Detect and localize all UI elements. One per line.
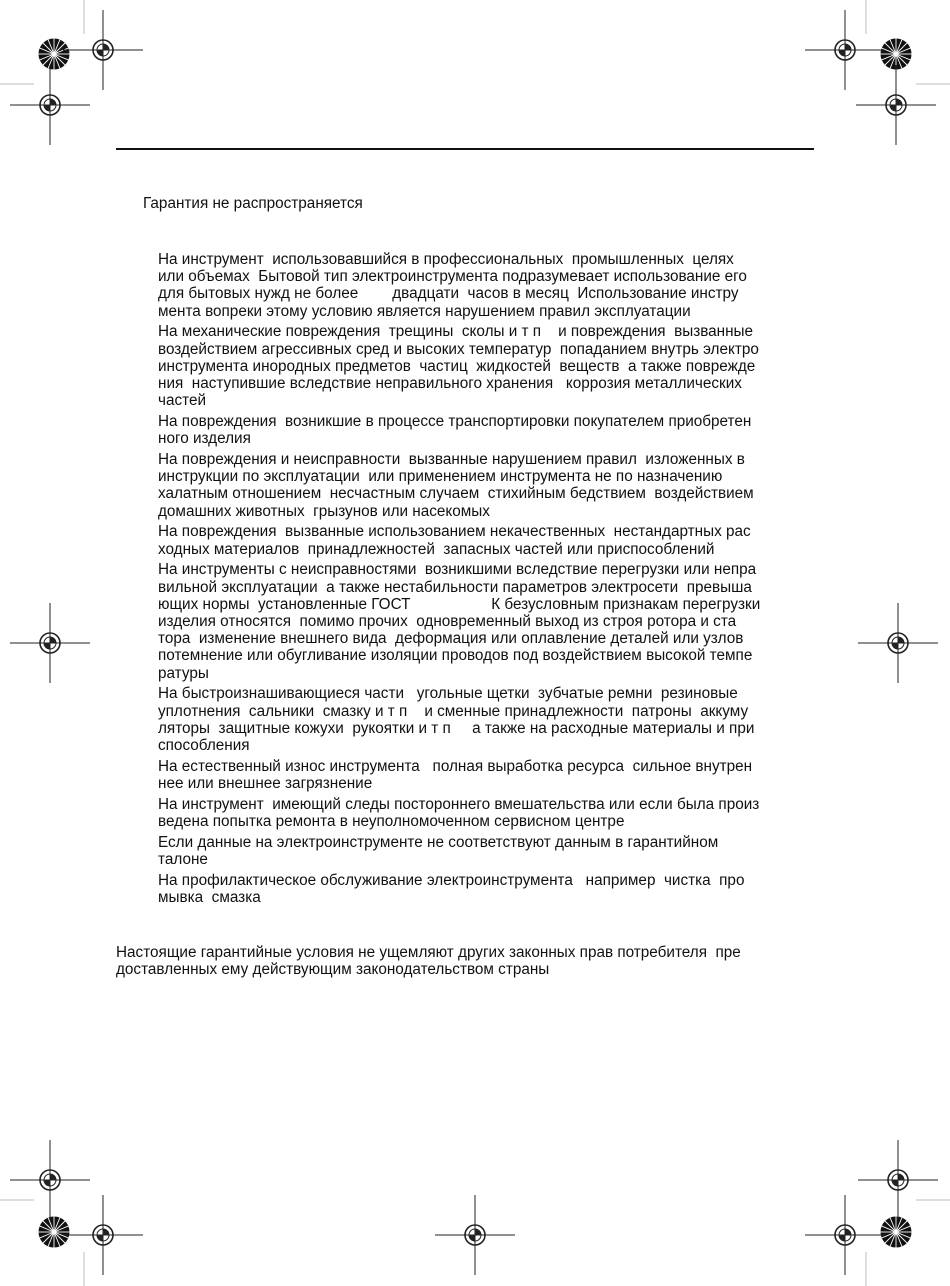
exclusion-item-line: инструмента инородных предметов частиц жидкостей веществ а также поврежде [158, 357, 756, 375]
footer-line: доставленных ему действующим законодательством страны [116, 961, 550, 979]
exclusion-item-line: ведена попытка ремонта в неуполномоченном сервисном центре [158, 813, 625, 831]
exclusion-item-line: На повреждения вызванные использованием некачественных нестандартных рас [158, 523, 751, 541]
exclusion-item-line: ния наступившие вследствие неправильного хранения коррозия металлических [158, 375, 742, 393]
exclusion-item-line: или объемах Бытовой тип электроинструмента подразумевает использование его [158, 268, 747, 286]
exclusion-item-line: ходных материалов принадлежностей запасных частей или приспособлений [158, 540, 715, 558]
exclusion-item-line: потемнение или обугливание изоляции проводов под воздействием высокой темпе [158, 647, 753, 665]
exclusions-list [158, 251, 816, 906]
header-rule [116, 148, 814, 150]
exclusion-item-line: На инструмент имеющий следы постороннего вмешательства или если была произ [158, 795, 760, 813]
exclusion-item-line: способления [158, 737, 250, 755]
exclusion-item [158, 685, 816, 754]
exclusion-item-line: мента вопреки этому условию является нарушением правил эксплуатации [158, 302, 691, 320]
exclusion-item-line: На механические повреждения трещины сколы и т п и повреждения вызванные [158, 323, 754, 341]
section-heading: Гарантия не распространяется [143, 195, 363, 213]
exclusion-item [158, 758, 816, 792]
exclusion-item [158, 523, 816, 557]
exclusion-item [158, 834, 816, 868]
exclusion-item [158, 451, 816, 520]
exclusion-item-line: халатным отношением несчастным случаем стихийным бедствием воздействием [158, 485, 754, 503]
exclusion-item-line: домашних животных грызунов или насекомых [158, 502, 490, 520]
exclusion-item-line: На инструмент использовавшийся в профессиональных промышленных целях [158, 251, 734, 269]
exclusion-item-line: На естественный износ инструмента полная выработка ресурса сильное внутрен [158, 757, 753, 775]
exclusion-item-line: ющих нормы установленные ГОСТ К безусловным признакам перегрузки [158, 595, 761, 613]
exclusion-item-line: ного изделия [158, 430, 251, 448]
exclusion-item-line: Если данные на электроинструменте не соответствуют данным в гарантийном [158, 833, 719, 851]
exclusion-item-line: вильной эксплуатации а также нестабильности параметров электросети превыша [158, 578, 752, 596]
warranty-exclusions-document [116, 161, 816, 996]
exclusion-item-line: На профилактическое обслуживание электроинструмента например чистка про [158, 871, 745, 889]
footer-line: Настоящие гарантийные условия не ущемляют других законных прав потребителя пре [116, 944, 741, 962]
exclusion-item-line: воздействием агрессивных сред и высоких температур попаданием внутрь электро [158, 340, 759, 358]
exclusion-item-line: нее или внешнее загрязнение [158, 775, 373, 793]
exclusion-item [158, 251, 816, 320]
exclusion-item-line: изделия относятся помимо прочих одновременный выход из строя ротора и ста [158, 613, 737, 631]
exclusion-item [158, 561, 816, 681]
exclusion-item-line: ратуры [158, 664, 209, 682]
exclusion-item-line: На инструменты с неисправностями возникшими вследствие перегрузки или непра [158, 561, 757, 579]
exclusion-item-line: для бытовых нужд не более двадцати часов в месяц Использование инстру [158, 285, 739, 303]
exclusion-item-line: ляторы защитные кожухи рукоятки и т п а также на расходные материалы и при [158, 719, 755, 737]
exclusion-item-line: На повреждения возникшие в процессе транспортировки покупателем приобретен [158, 413, 752, 431]
exclusion-item-line: частей [158, 392, 207, 410]
exclusion-item [158, 796, 816, 830]
exclusion-item-line: инструкции по эксплуатации или применением инструмента не по назначению [158, 468, 723, 486]
exclusion-item-line: На повреждения и неисправности вызванные нарушением правил изложенных в [158, 451, 745, 469]
exclusion-item-line: мывка смазка [158, 889, 261, 907]
exclusion-item-line: На быстроизнашивающиеся части угольные щетки зубчатые ремни резиновые [158, 685, 738, 703]
footer-paragraph [116, 944, 816, 978]
exclusion-item [158, 323, 816, 409]
exclusion-item-line: уплотнения сальники смазку и т п и сменные принадлежности патроны аккуму [158, 702, 749, 720]
exclusion-item-line: тора изменение внешнего вида деформация или оплавление деталей или узлов [158, 630, 744, 648]
exclusion-item [158, 872, 816, 906]
exclusion-item-line: талоне [158, 851, 208, 869]
exclusion-item [158, 413, 816, 447]
